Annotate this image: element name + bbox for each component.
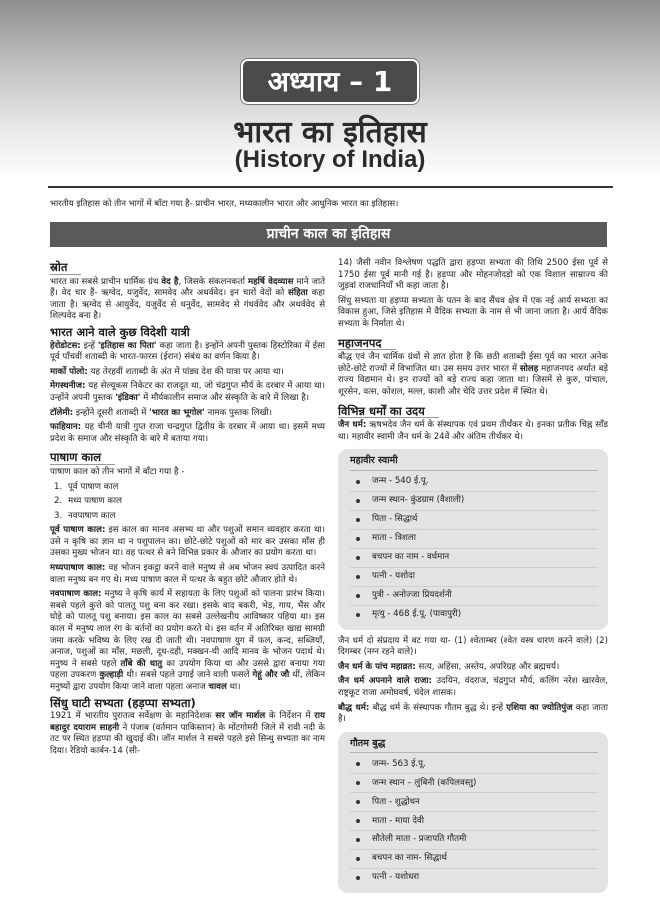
list-item: मृत्यु - 468 ई.पू. (पावापुरी) (350, 606, 598, 624)
madhya-pashan-paragraph: मध्यपाषाण काल: वह भोजन इकट्ठा करने वाले मनुष्य से अब भोजन स्वयं उत्पादित करने वाला मनुष्य बन गए थे। मध्य पाषाण काल में पत्थर के बहुत छोटे औजार होते थे। (50, 563, 326, 585)
megasthenes-paragraph: मेगस्थनीज: यह सेल्यूकस निकेटर का राजदूत था, जो चंद्रगुप्त मौर्य के दरबार में आया था। उन्होंने अपनी पुस्तक 'इंडिका' में मौर्यकालीन समाज और संस्कृति के बारे में लिखा है। (50, 381, 325, 403)
bullet-icon (356, 537, 360, 541)
bullet-icon (356, 819, 360, 823)
travellers-heading: भारत आने वाले कुछ विदेशी यात्री (50, 324, 190, 339)
section-heading-bar: प्राचीन काल का इतिहास (50, 222, 607, 247)
bullet-icon (356, 876, 360, 880)
jain-sects-paragraph: जैन धर्म दो संप्रदाय में बट गया था- (1) श्वेताम्बर (श्वेत वस्त्र धारण करने वाले) (2) दिगम्बर (नग्न रहने वाले)। (338, 635, 608, 658)
list-item: 2. मध्य पाषाण काल (54, 496, 122, 507)
jain-vows-paragraph: जैन धर्म के पांच महाव्रत: सत्य, अहिंसा, अस्तेय, अपरिग्रह और ब्रह्मचर्य। (338, 661, 560, 672)
left-column (50, 258, 325, 761)
stone-age-list (50, 482, 325, 523)
mahavir-box-title: महावीर स्वामी (350, 455, 598, 471)
list-item: माता - माया देवी (350, 812, 598, 831)
gautam-box (338, 732, 608, 893)
bullet-icon (356, 575, 360, 579)
indus-heading: सिंधु घाटी सभ्यता (हड़प्पा सभ्यता) (50, 695, 196, 710)
bullet-icon (356, 800, 360, 804)
vedic-paragraph: सिंधु सभ्यता या हड़प्पा सभ्यता के पतन के बाद सैंधव क्षेत्र में एक नई आर्य सभ्यता का विकास हुआ, जिसे इतिहास में वैदिक सभ्यता के नाम से भी जाना जाता है। आर्य वैदिक सभ्यता के निर्माता थे। (338, 295, 608, 329)
bullet-icon (356, 857, 360, 861)
jain-kings-paragraph: जैन धर्म अपनाने वाले राजा: उदयिन, वंदराज, चंद्रगुप्त मौर्य, कलिंग नरेश खारवेल, राष्ट्रकूट राजा अमोघवर्ष, चंदेल शासक। (338, 676, 608, 699)
page-title-hindi: भारत का इतिहास (233, 115, 427, 150)
bullet-icon (356, 594, 360, 598)
list-item: बचपन का नाम - वर्धमान (350, 549, 598, 568)
indus-continued-paragraph: 14) जैसी नवीन विश्लेषण पद्धति द्वारा हड़प्पा सभ्यता की तिथि 2500 ईसा पूर्व से 1750 ईसा पूर्व मानी गई है। हड़प्पा और मोहनजोदड़ो को एक विशाल साम्राज्य की जुड़वां राजधानियाँ भी कहा जाता है। (338, 258, 608, 292)
bullet-icon (356, 838, 360, 842)
mahajanapad-heading: महाजनपद (338, 338, 396, 351)
list-item: पिता - सिद्धार्थ (350, 511, 598, 530)
purva-pashan-paragraph: पूर्व पाषाण काल: इस काल का मानव असभ्य था और पशुओं समान व्यवहार करता था। उसे न कृषि का ज्ञान था न पशुपालन का। छोटे-छोटे पशुओं को मार कर उसका माँस ही उसका मुख्य भोजन था। वह पत्थर से बने विभिन्न प्रकार के औजार का प्रयोग करता था। (50, 525, 325, 559)
list-item: 3. नवपाषाण काल (54, 510, 116, 521)
mahavir-box (338, 449, 608, 629)
bullet-icon (356, 499, 360, 503)
list-item: पुत्री - अनोज्जा प्रियदर्शनी (350, 587, 598, 606)
ptolemy-paragraph: टॉलेमी: इन्होंने दूसरी शताब्दी में 'भारत का भूगोल' नामक पुस्तक लिखी। (50, 407, 272, 418)
bullet-icon (356, 762, 360, 766)
herodotus-paragraph: हेरोडोटस: इन्हें 'इतिहास का पिता' कहा जाता है। इन्होंने अपनी पुस्तक हिस्टोरिका में ईसा पूर्व पाँचवीं शताब्दी के भारत-फारस (ईरान) संबंध का वर्णन किया है। (50, 340, 325, 363)
title-divider (48, 186, 613, 188)
list-item: सौतेली माता - प्रजापति गौतमी (350, 831, 598, 850)
indus-paragraph: 1921 में भारतीय पुरातत्व सर्वेक्षण के महानिदेशक सर जॉन मार्शल के निर्देशन में राय बहादुर दयाराम साहनी ने पंजाब (वर्तमान पाकिस्तान) के मोंटगोमरी जिले में रावी नदी के तट पर स्थित हड़प्पा की खुदाई की। जॉन मार्शल ने सबसे पहले इसे सिन्धु सभ्यता का नाम दिया। रेडियो कार्बन-14 (सी- (50, 711, 325, 756)
list-item: बचपन का नाम- सिद्धार्थ (350, 850, 598, 869)
page-title-english: (History of India) (234, 146, 426, 173)
srot-heading: स्रोत (50, 262, 81, 275)
list-item: माता - त्रिशला (350, 530, 598, 549)
bullet-icon (356, 480, 360, 484)
religions-heading: विभिन्न धर्मों का उदय (338, 406, 439, 419)
buddhism-paragraph: बौद्ध धर्म: बौद्ध धर्म के संस्थापक गौतम बुद्ध थे। इन्हें एशिया का ज्योतिपुंज कहा जाता है। (338, 702, 608, 725)
bullet-icon (356, 556, 360, 560)
mahajanapad-paragraph: बौद्ध एवं जैन धार्मिक ग्रंथों से ज्ञात होता है कि छठी शताब्दी ईसा पूर्व का भारत अनेक छोटे-छोटे राज्यों में विभाजित था। उस समय उत्तर भारत में सोलह महाजनपद अर्थात बड़े राज्य विद्यमान थे। इन राज्यों को बड़े राज्य कहा जाता था। जिसमें से कुरु, पांचाल, शूरसेन, वत्स, कोशल, मल्ल, काशी और चेदि उत्तर प्रदेश में स्थित थे। (338, 352, 608, 397)
bullet-icon (356, 518, 360, 522)
chapter-badge: अध्याय – 1 (241, 59, 419, 104)
list-item: जन्म- 563 ई.पू. (350, 755, 598, 774)
fahien-paragraph: फाहियान: यह चीनी यात्री गुप्त राजा चन्द्रगुप्त द्वितीय के दरबार में आया था। इसमें मध्य प्रदेश के समाज और संस्कृति के बारे में बताया गया। (50, 422, 325, 444)
list-item: पत्नी - यशोधरा (350, 869, 598, 887)
list-item: 1. पूर्व पाषाण काल (54, 481, 119, 492)
stone-age-intro: पाषाण काल को तीन भागों में बाँटा गया है - (50, 466, 185, 477)
srot-paragraph: भारत का सबसे प्राचीन धार्मिक ग्रंथ वेद है, जिसके संकलनकर्ता महर्षि वेदव्यास माने जाते हैं। वेद चार हैं- ऋग्वेद, यजुर्वेद, सामवेद और अथर्ववेद। इन चारों वेदों को संहिता कहा जाता है। ऋग्वेद से आयुर्वेद, यजुर्वेद से धनुर्वेद, सामवेद से गंधर्ववेद और अथर्ववेद से शिल्पवेद बना है। (50, 276, 325, 322)
intro-text: भारतीय इतिहास को तीन भागों में बाँटा गया है- प्राचीन भारत, मध्यकालीन भारत और आधुनिक भारत का इतिहास। (50, 199, 399, 209)
bullet-icon (356, 781, 360, 785)
bullet-icon (356, 613, 360, 617)
list-item: पत्नी - यशोदा (350, 568, 598, 587)
list-item: जन्म स्थान- कुंडग्राम (वैशाली) (350, 492, 598, 511)
gautam-box-title: गौतम बुद्ध (350, 738, 598, 754)
stone-age-heading: पाषाण काल (50, 452, 115, 465)
list-item: जन्म - 540 ई.पू. (350, 473, 598, 492)
marco-polo-paragraph: मार्को पोलो: यह तेरहवीं शताब्दी के अंत में पांड्य देश की यात्रा पर आया था। (50, 366, 284, 377)
right-column (338, 258, 608, 899)
jain-paragraph: जैन धर्म: ऋषभदेव जैन धर्म के संस्थापक एवं प्रथम तीर्थंकर थे। इनका प्रतीक चिह्न साँड था। महावीर स्वामी जैन धर्म के 24वें और अंतिम तीर्थंकर थे। (338, 420, 608, 442)
nava-pashan-paragraph: नवपाषाण काल: मनुष्य ने कृषि कार्य में सहायता के लिए पशुओं को पालना प्रारंभ किया। सबसे पहले कुत्ते को पालतू पशु बना कर रखा। इसके बाद बकरी, भेड़, गाय, भैंस और घोड़े को पालतू पशु बनाया। इस काल का सबसे उल्लेखनीय आविष्कार पहिया था। इस काल में मनुष्य लाल रंग के बर्तनों का प्रयोग करते थे। इस वर्तन में अतिरिक्त खाद्य सामग्री जमा करके भविष्य के लिए रख दी जाती थी। नवपाषाण युग में फल, कन्द, सब्जियाँ, अनाज, पशुओं का माँस, मछली, दूध-दही, मक्खन-घी आदि मानव के भोजन पदार्थ थे। मनुष्य ने सबसे पहले ताँबे की धातु का उपयोग किया था और उससे द्वारा बनाया गया पहला उपकरण कुल्हाड़ी थी। सबसे पहले उगाई जाने वाली फसलें गेहूं और जौ थीं, लेकिन मनुष्यों द्वारा उपयोग किया जाने वाला पहला अनाज चावल था। (50, 589, 325, 692)
list-item: जन्म स्थान – लुंबिनी (कपिलवस्तु) (350, 774, 598, 793)
list-item: पिता - शुद्धोधन (350, 793, 598, 812)
